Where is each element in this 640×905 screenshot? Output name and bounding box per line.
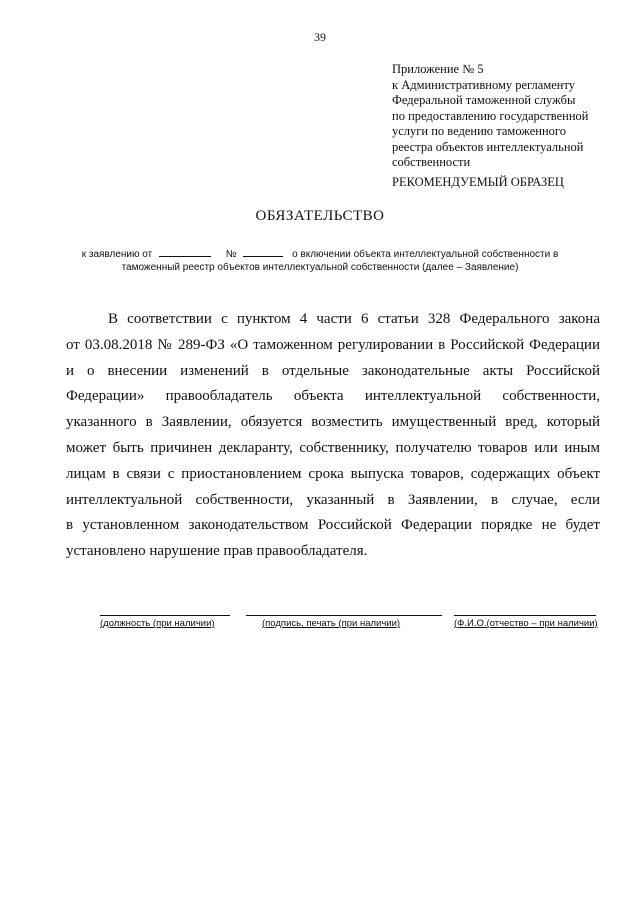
appendix-line: к Административному регламенту	[392, 77, 576, 92]
signature-field	[246, 615, 442, 629]
name-signature-field	[454, 615, 596, 629]
reference-line-2: таможенный реестр объектов интеллектуальной собственности (далее – Заявление)	[121, 262, 519, 273]
obligation-text	[66, 307, 600, 565]
appendix-line: реестра объектов интеллектуальной	[392, 139, 584, 154]
body-line: указанного в Заявлении, обязуется возместить имущественный вред, который	[66, 414, 600, 431]
body-line: В соответствии с пунктом 4 части 6 статьи 328 Федерального закона	[108, 311, 600, 327]
appendix-line: Федеральной таможенной службы	[392, 93, 576, 107]
signature-rule	[246, 615, 442, 616]
page-number: 39	[314, 30, 326, 44]
body-line: от 03.08.2018 № 289-ФЗ «О таможенном регулировании в Российской Федерации	[66, 336, 600, 353]
body-line: лицам в связи с приостановлением срока выпуска товаров, содержащих объект	[66, 465, 600, 482]
appendix-line: по предоставлению государственной	[392, 108, 589, 123]
body-line: установлено нарушение прав правообладателя.	[66, 543, 368, 560]
body-line: в установленном законодательством Российской Федерации порядке не будет	[66, 517, 600, 534]
position-caption: (должность (при наличии)	[100, 618, 215, 629]
signature-caption: (подпись, печать (при наличии)	[262, 618, 401, 629]
reference-line	[0, 247, 640, 260]
appendix-line: услуги по ведению таможенного	[392, 124, 566, 138]
body-line: Федерации» правообладатель объекта интеллектуальной собственности,	[66, 388, 600, 405]
appendix-block	[392, 62, 622, 171]
name-caption: (Ф.И.О.(отчество – при наличии)	[454, 618, 598, 629]
document-title: ОБЯЗАТЕЛЬСТВО	[255, 208, 385, 224]
appendix-line: собственности	[392, 155, 471, 169]
body-line: интеллектуальной собственности, указанный в Заявлении, в случае, если	[66, 491, 600, 508]
date-blank	[159, 247, 211, 257]
name-rule	[454, 615, 596, 616]
body-line: и о внесении изменений в отдельные законодательные акты Российской	[66, 362, 600, 379]
reference-suffix: о включении объекта интеллектуальной собственности в	[292, 249, 559, 260]
number-blank	[243, 247, 283, 257]
body-line: может быть причинен декларанту, собственнику, получателю товаров или иным	[66, 439, 600, 456]
sample-label: РЕКОМЕНДУЕМЫЙ ОБРАЗЕЦ	[392, 175, 564, 189]
position-rule	[100, 615, 230, 616]
reference-prefix: к заявлению от	[81, 249, 153, 260]
position-signature-field	[100, 615, 230, 629]
number-sign: №	[225, 249, 237, 260]
appendix-line: Приложение № 5	[392, 62, 484, 76]
